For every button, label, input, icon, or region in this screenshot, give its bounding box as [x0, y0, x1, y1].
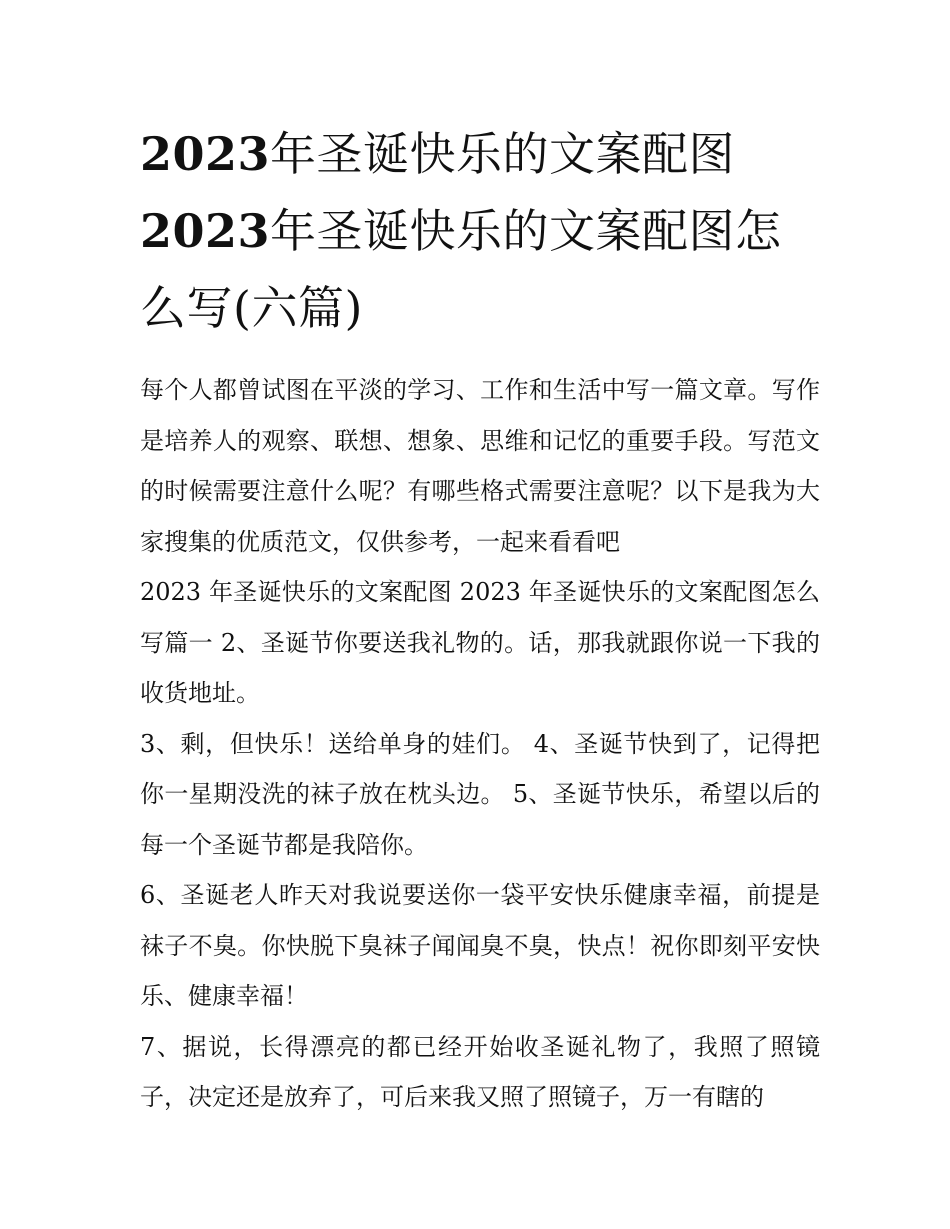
title-line-2: [140, 193, 820, 270]
title-year-1: 2023: [140, 127, 271, 181]
document-page: [140, 116, 820, 1123]
title-text-1: 年圣诞快乐的文案配图: [270, 127, 736, 181]
title-line-1: [140, 116, 820, 193]
paragraph-item: 3、剩，但快乐！送给单身的娃们。 4、圣诞节快到了，记得把你一星期没洗的袜子放在枕头边。 5、圣诞节快乐，希望以后的每一个圣诞节都是我陪你。: [140, 729, 820, 859]
title-year-2: 2023: [140, 204, 271, 258]
document-title: [140, 116, 820, 347]
title-text-2: 年圣诞快乐的文案配图怎: [270, 204, 782, 258]
title-line-3: 么写(六篇): [140, 281, 363, 335]
paragraph-item: 7、据说，长得漂亮的都已经开始收圣诞礼物了，我照了照镜子，决定还是放弃了，可后来我又照了照镜子，万一有瞎的: [140, 1032, 820, 1111]
document-body: [140, 365, 820, 1123]
paragraph-intro: 每个人都曾试图在平淡的学习、工作和生活中写一篇文章。写作是培养人的观察、联想、想象、思维和记忆的重要手段。写范文的时候需要注意什么呢？有哪些格式需要注意呢？以下是我为大家搜集的优质范文，仅供参考，一起来看看吧: [140, 376, 820, 556]
paragraph-item: 2023 年圣诞快乐的文案配图 2023 年圣诞快乐的文案配图怎么写篇一 2、圣诞节你要送我礼物的。话，那我就跟你说一下我的收货地址。: [140, 578, 820, 707]
paragraph-item: 6、圣诞老人昨天对我说要送你一袋平安快乐健康幸福，前提是袜子不臭。你快脱下臭袜子闻闻臭不臭，快点！祝你即刻平安快乐、健康幸福！: [140, 881, 820, 1010]
